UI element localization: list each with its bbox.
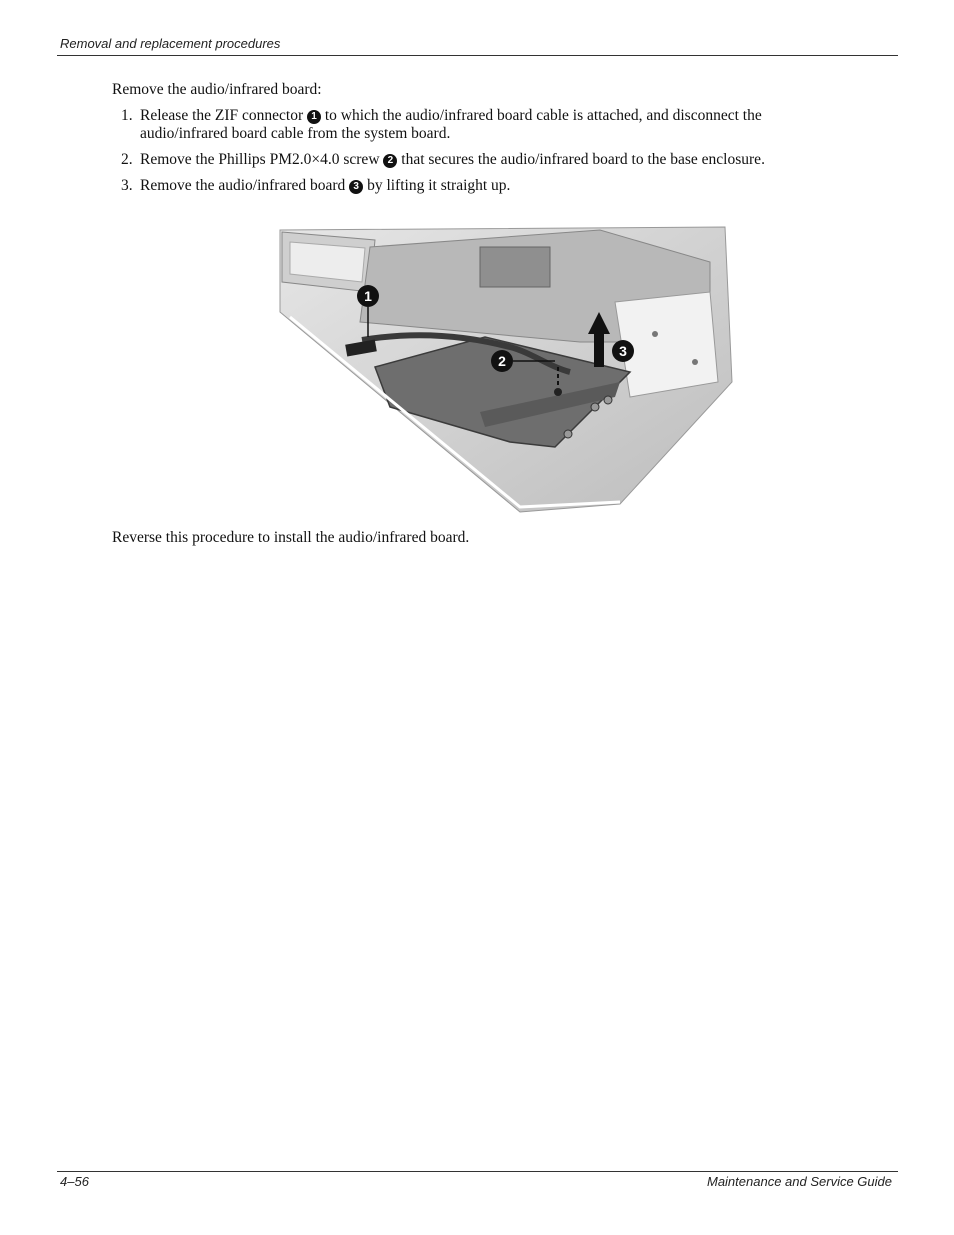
running-header: Removal and replacement procedures	[60, 36, 281, 51]
step-text-after: that secures the audio/infrared board to the base enclosure.	[401, 151, 765, 168]
step-2	[112, 151, 852, 169]
figure-callout-2-label: 2	[498, 353, 506, 369]
callout-1-badge: 1	[307, 110, 321, 124]
screw-shape	[554, 388, 562, 396]
step-text-before: Remove the Phillips PM2.0×4.0 screw	[140, 151, 380, 168]
step-number: 1.	[121, 107, 133, 124]
callout-2-badge: 2	[383, 154, 397, 168]
procedure-steps	[112, 107, 852, 203]
step-1	[112, 107, 852, 143]
audio-infrared-board-illustration	[270, 222, 740, 514]
footer-rule	[57, 1171, 898, 1172]
closing-instruction: Reverse this procedure to install the audio/infrared board.	[112, 529, 470, 546]
figure-callout-1-label: 1	[364, 288, 372, 304]
step-3	[112, 177, 852, 195]
lift-arrow-shaft	[594, 332, 604, 367]
figure-callout-3-label: 3	[619, 343, 627, 359]
callout-3-badge: 3	[349, 180, 363, 194]
step-text-before: Remove the audio/infrared board	[140, 177, 346, 194]
procedure-intro: Remove the audio/infrared board:	[112, 81, 322, 98]
header-rule	[57, 55, 898, 56]
step-text-after: by lifting it straight up.	[367, 177, 511, 194]
step-number: 3.	[121, 177, 133, 194]
guide-title: Maintenance and Service Guide	[706, 1174, 892, 1189]
step-text-before: Release the ZIF connector	[140, 107, 304, 124]
step-text-after: to which the audio/infrared board cable is attached, and disconnect the audio/infrared board cable from the system board.	[140, 107, 762, 142]
page-number: 4–56	[60, 1174, 89, 1189]
step-number: 2.	[121, 151, 133, 168]
